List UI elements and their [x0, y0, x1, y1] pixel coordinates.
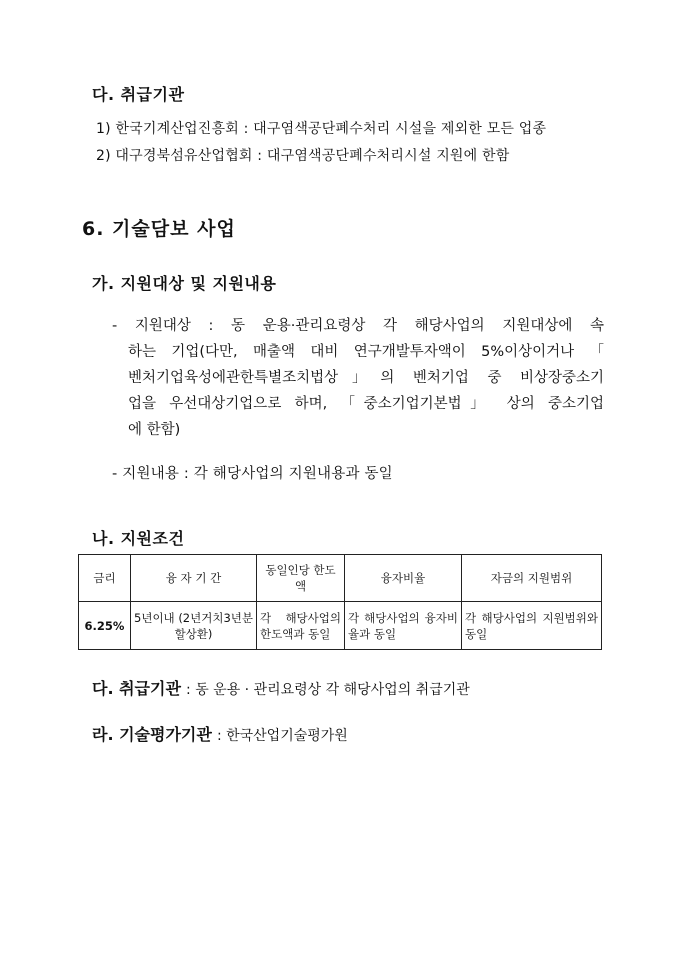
section-ra-label: 라. 기술평가기관 [92, 725, 212, 744]
cell-loan-period: 5년이내 (2년거치3년분할상환) [131, 602, 257, 650]
support-target-line-2: 하는 기업(다만, 매출액 대비 연구개발투자액이 5%이상이거나 「 [128, 344, 604, 360]
agency-item-2: 2) 대구경북섬유산업협회 : 대구염색공단폐수처리시설 지원에 한함 [96, 148, 510, 164]
header-limit-per-person: 동일인당 한도액 [257, 555, 345, 602]
section-da-bottom-text: : 동 운용 · 관리요령상 각 해당사업의 취급기관 [186, 682, 470, 698]
section-da-bottom [92, 676, 470, 699]
section-6-title: 6. 기술담보 사업 [82, 218, 236, 240]
support-target-line-1: - 지원대상 : 동 운용·관리요령상 각 해당사업의 지원대상에 속 [112, 318, 604, 334]
table-header-row [79, 555, 602, 602]
section-da-bottom-label: 다. 취급기관 [92, 679, 181, 698]
support-target-line-3: 벤처기업육성에관한특별조치법상」의 벤처기업 중 비상장중소기 [128, 370, 604, 386]
section-da-heading: 다. 취급기관 [92, 85, 185, 104]
section-ra [92, 722, 348, 745]
header-funding-scope: 자금의 지원범위 [462, 555, 602, 602]
cell-loan-ratio: 각 해당사업의 융자비율과 동일 [345, 602, 462, 650]
cell-interest-rate: 6.25% [79, 602, 131, 650]
table-row [79, 602, 602, 650]
cell-limit-per-person: 각 해당사업의 한도액과 동일 [257, 602, 345, 650]
support-target-line-4: 업을 우선대상기업으로 하며, 「중소기업기본법」 상의 중소기업 [128, 396, 604, 412]
support-target-paragraph [112, 313, 604, 443]
header-loan-ratio: 융자비율 [345, 555, 462, 602]
section-ra-text: : 한국산업기술평가원 [216, 728, 348, 744]
support-content-line: - 지원내용 : 각 해당사업의 지원내용과 동일 [112, 466, 393, 482]
header-loan-period: 융 자 기 간 [131, 555, 257, 602]
section-ga-heading: 가. 지원대상 및 지원내용 [92, 274, 277, 293]
cell-funding-scope: 각 해당사업의 지원범위와 동일 [462, 602, 602, 650]
section-na-heading: 나. 지원조건 [92, 529, 185, 548]
support-conditions-table [78, 554, 602, 650]
support-target-line-5: 에 한함) [128, 422, 181, 438]
agency-item-1: 1) 한국기계산업진흥회 : 대구염색공단폐수처리 시설을 제외한 모든 업종 [96, 121, 547, 137]
header-interest-rate: 금리 [79, 555, 131, 602]
